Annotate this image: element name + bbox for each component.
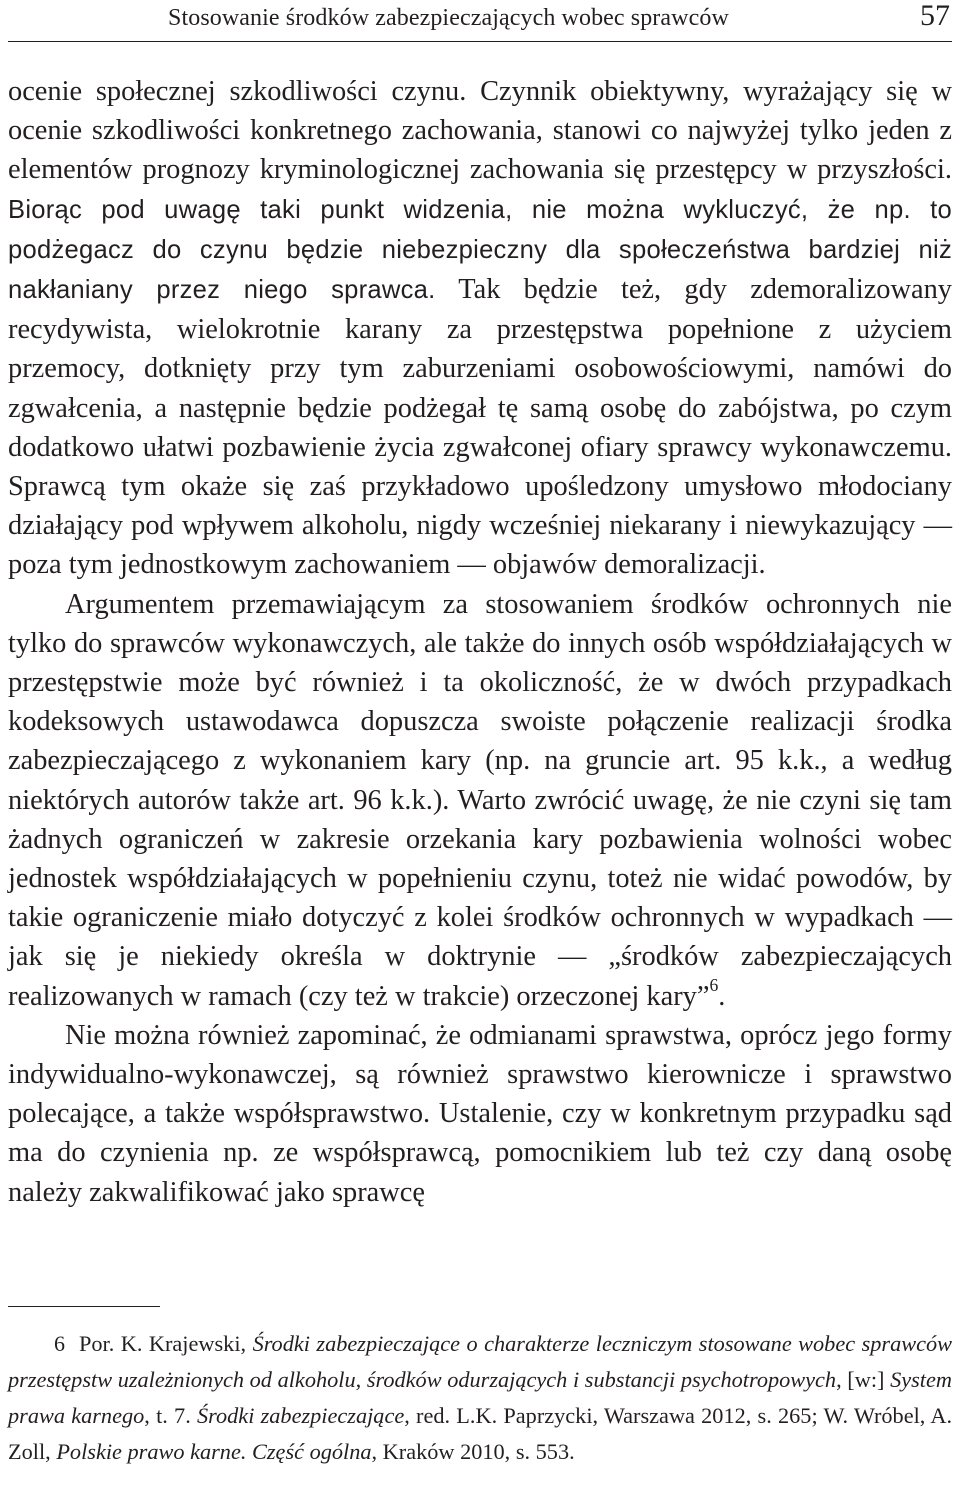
footnote-title-1: Środki zabezpieczające o charakterze leczniczym stosowane wobec sprawców przestępstw uzależnionych od alkoholu, środków odurzających i substancji psychotropowych bbox=[8, 1331, 953, 1392]
paragraph-2-end: . bbox=[718, 980, 726, 1012]
paragraph-2 bbox=[8, 585, 952, 1016]
footnote-separator bbox=[8, 1306, 160, 1307]
footnote-6 bbox=[8, 1326, 952, 1470]
paragraph-1-part-a: ocenie społecznej szkodliwości czynu. Czynnik obiektywny, wyrażający się w ocenie szkodliwości konkretnego zachowania, stanowi co najwyżej tylko jeden z elementów prognozy kryminologicznej zachowania się przestępcy w przyszłości. bbox=[8, 76, 952, 186]
running-head: Stosowanie środków zabezpieczających wobec sprawców bbox=[168, 5, 729, 31]
paragraph-3-text: Nie można również zapominać, że odmianami sprawstwa, oprócz jego formy indywidualno-wykonawczej, są również sprawstwo kierownicze i sprawstwo polecające, a także współsprawstwo. Ustalenie, czy w konkretnym przypadku sąd ma do czynienia np. ze współsprawcą, pomocnikiem lub też czy daną osobę należy zakwalifikować jako sprawcę bbox=[8, 1019, 952, 1208]
page-number: 57 bbox=[920, 0, 950, 32]
main-text bbox=[8, 72, 952, 1212]
footnote-title-2: System prawa karnego bbox=[8, 1367, 952, 1428]
page-header bbox=[8, 0, 952, 42]
footnote-text-3: , t. 7. bbox=[144, 1403, 191, 1428]
footnote-title-4: Polskie prawo karne. Część ogólna bbox=[56, 1439, 372, 1464]
footnote-reference[interactable]: 6 bbox=[709, 974, 719, 995]
footnote-text-5: , Kraków 2010, s. 553. bbox=[371, 1439, 575, 1464]
paragraph-1-part-b: Biorąc pod uwagę taki punkt widzenia, nie można wykluczyć, że np. to podżegacz do czynu będzie niebezpieczny dla społeczeństwa bardziej niż nakłaniany przez niego sprawca. bbox=[8, 195, 952, 305]
paragraph-2-text: Argumentem przemawiającym za stosowaniem środków ochronnych nie tylko do sprawców wykonawczych, ale także do innych osób współdziałających w przestępstwie może być również i ta okoliczność, że w dwóch przypadkach kodeksowych ustawodawca dopuszcza swoiste połączenie realizacji środka zabezpieczającego z wykonaniem kary (np. na gruncie art. 95 k.k., a według niektórych autorów także art. 96 k.k.). Warto zwrócić uwagę, że nie czyni się tam żadnych ograniczeń w zakresie orzekania kary pozbawienia wolności wobec jednostek współdziałających w popełnieniu czynu, toteż nie widać powodów, by takie ograniczenie miało dotyczyć z kolei środków ochronnych w wypadkach — jak się je niekiedy określa w doktrynie — „środków zabezpieczających realizowanych w ramach (czy też w trakcie) orzeczonej kary” bbox=[8, 588, 952, 1012]
footnote-text-4: , red. L.K. Paprzycki, Warszawa 2012, s. 265; W. Wróbel, A. Zoll, bbox=[8, 1403, 953, 1464]
footnote-title-3: Środki zabezpieczające bbox=[197, 1403, 405, 1428]
paragraph-1-part-c: Tak będzie też, gdy zdemoralizowany recydywista, wielokrotnie karany za przestępstwa popełnione z użyciem przemocy, dotknięty przy tym zaburzeniami osobowościowymi, namówi do zgwałcenia, a następnie będzie podżegał tę samą osobę do zabójstwa, po czym dodatkowo ułatwi pozbawienie życia zgwałconej ofiary sprawcy wykonawczemu. Sprawcą tym okaże się zaś przykładowo upośledzony umysłowo młodociany działający pod wpływem alkoholu, nigdy wcześniej niekarany i niewykazujący — poza tym jednostkowym zachowaniem — objawów demoralizacji. bbox=[8, 274, 952, 581]
paragraph-3 bbox=[8, 1016, 952, 1212]
paragraph-1 bbox=[8, 72, 952, 585]
footnote-text-2: , [w:] bbox=[836, 1367, 885, 1392]
footnote bbox=[8, 1326, 952, 1470]
footnote-text-1: Por. K. Krajewski, bbox=[79, 1331, 247, 1356]
footnote-number: 6 bbox=[54, 1331, 65, 1356]
